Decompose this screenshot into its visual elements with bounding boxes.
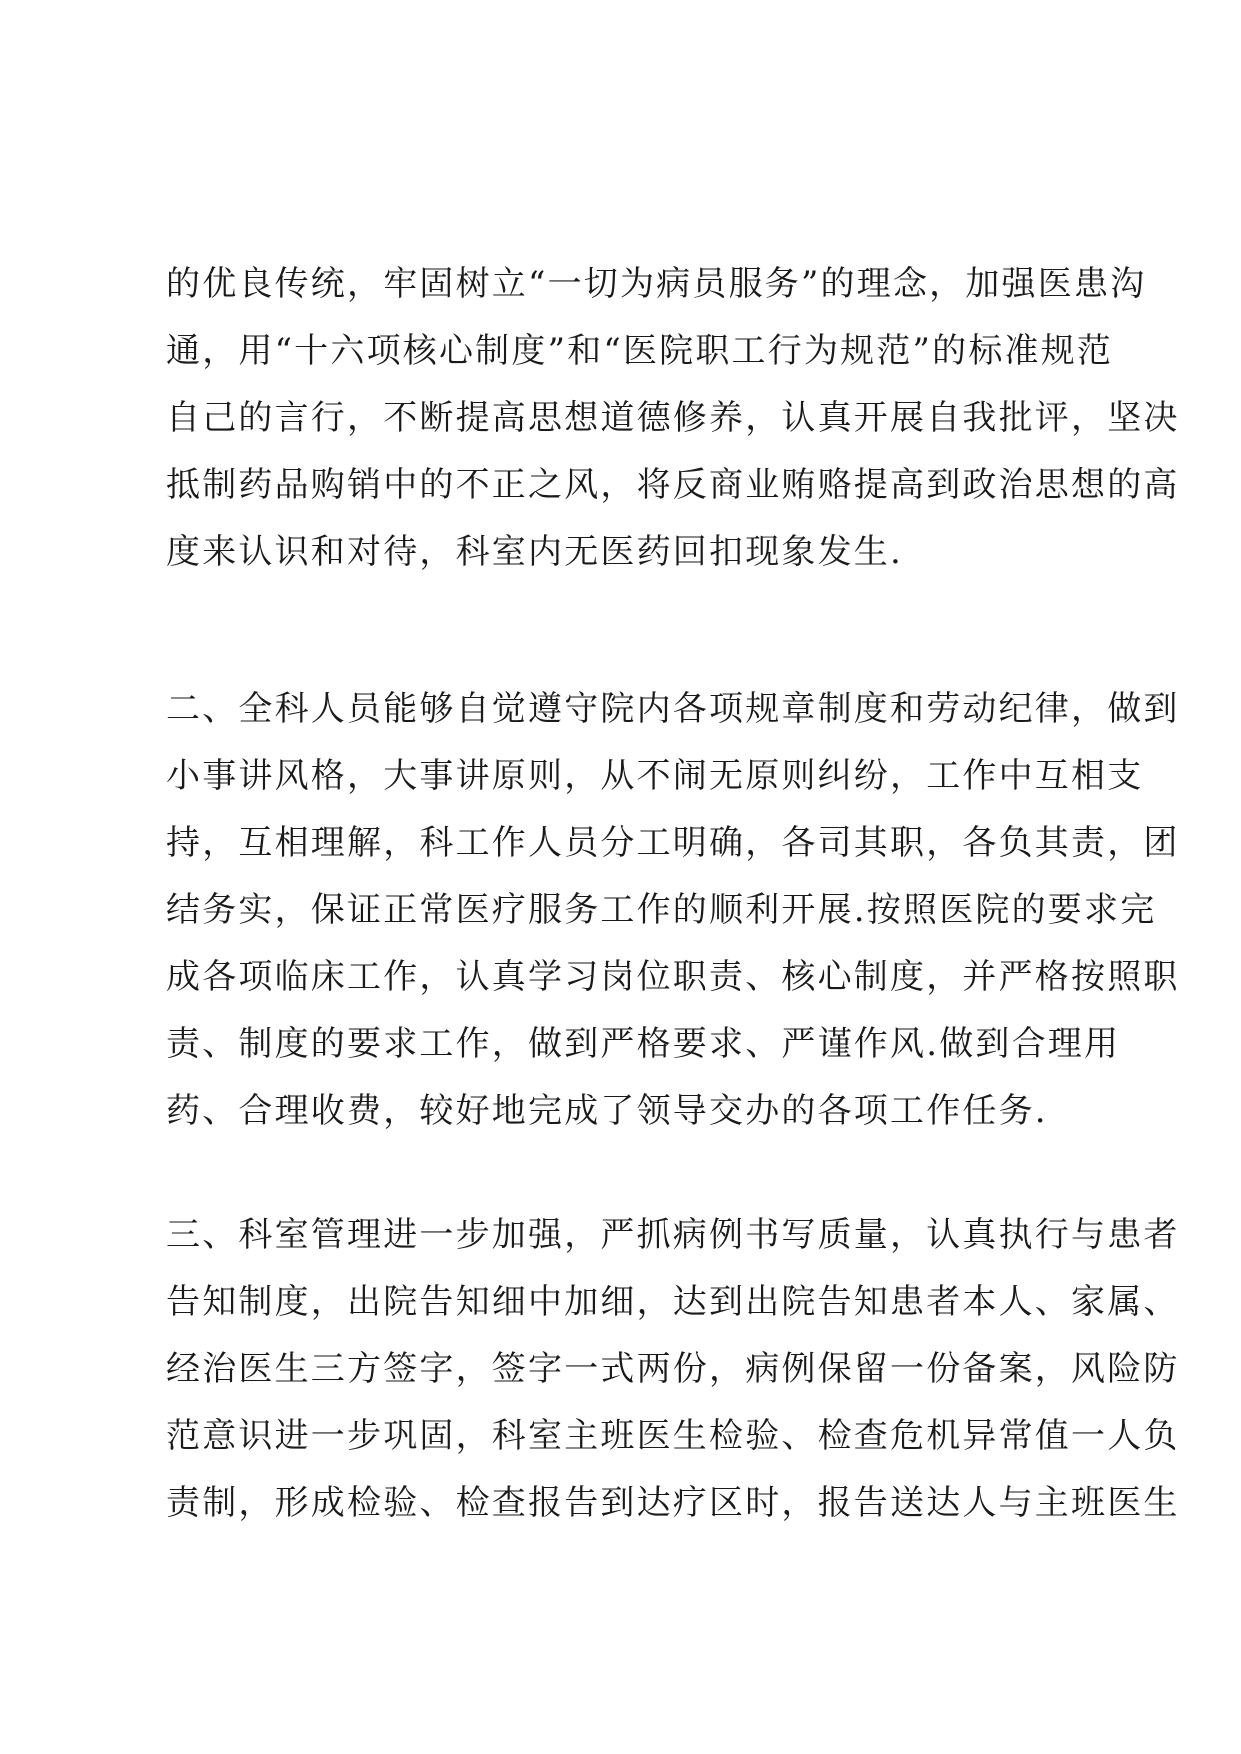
text-line: 告知制度，出院告知细中加细，达到出院告知患者本人、家属、 — [166, 1282, 1180, 1322]
text-line: 自己的言行，不断提高思想道德修养，认真开展自我批评，坚决 — [166, 398, 1180, 438]
text-line: 责制，形成检验、检查报告到达疗区时，报告送达人与主班医生 — [166, 1483, 1180, 1523]
text-line: 经治医生三方签字，签字一式两份，病例保留一份备案，风险防 — [166, 1349, 1180, 1389]
text-line: 通，用“十六项核心制度”和“医院职工行为规范”的标准规范 — [166, 331, 1114, 371]
text-line: 的优良传统，牢固树立“一切为病员服务”的理念，加强医患沟 — [166, 264, 1147, 304]
paragraph-2 — [166, 676, 1180, 1145]
text-line: 责、制度的要求工作，做到严格要求、严谨作风.做到合理用 — [166, 1024, 1121, 1064]
text-line: 持，互相理解，科工作人员分工明确，各司其职，各负其责，团 — [166, 823, 1180, 863]
paragraph-3 — [166, 1202, 1180, 1537]
text-line: 结务实，保证正常医疗服务工作的顺利开展.按照医院的要求完 — [166, 890, 1157, 930]
text-line: 二、全科人员能够自觉遵守院内各项规章制度和劳动纪律，做到 — [166, 689, 1180, 729]
text-line: 成各项临床工作，认真学习岗位职责、核心制度，并严格按照职 — [166, 957, 1180, 997]
paragraph-1 — [166, 251, 1180, 586]
text-line: 三、科室管理进一步加强，严抓病例书写质量，认真执行与患者 — [166, 1215, 1180, 1255]
text-line: 抵制药品购销中的不正之风，将反商业贿赂提高到政治思想的高 — [166, 465, 1180, 505]
text-line: 药、合理收费，较好地完成了领导交办的各项工作任务. — [166, 1091, 1048, 1131]
text-line: 度来认识和对待，科室内无医药回扣现象发生. — [166, 532, 904, 572]
text-line: 小事讲风格，大事讲原则，从不闹无原则纠纷，工作中互相支 — [166, 756, 1144, 796]
text-line: 范意识进一步巩固，科室主班医生检验、检查危机异常值一人负 — [166, 1416, 1180, 1456]
